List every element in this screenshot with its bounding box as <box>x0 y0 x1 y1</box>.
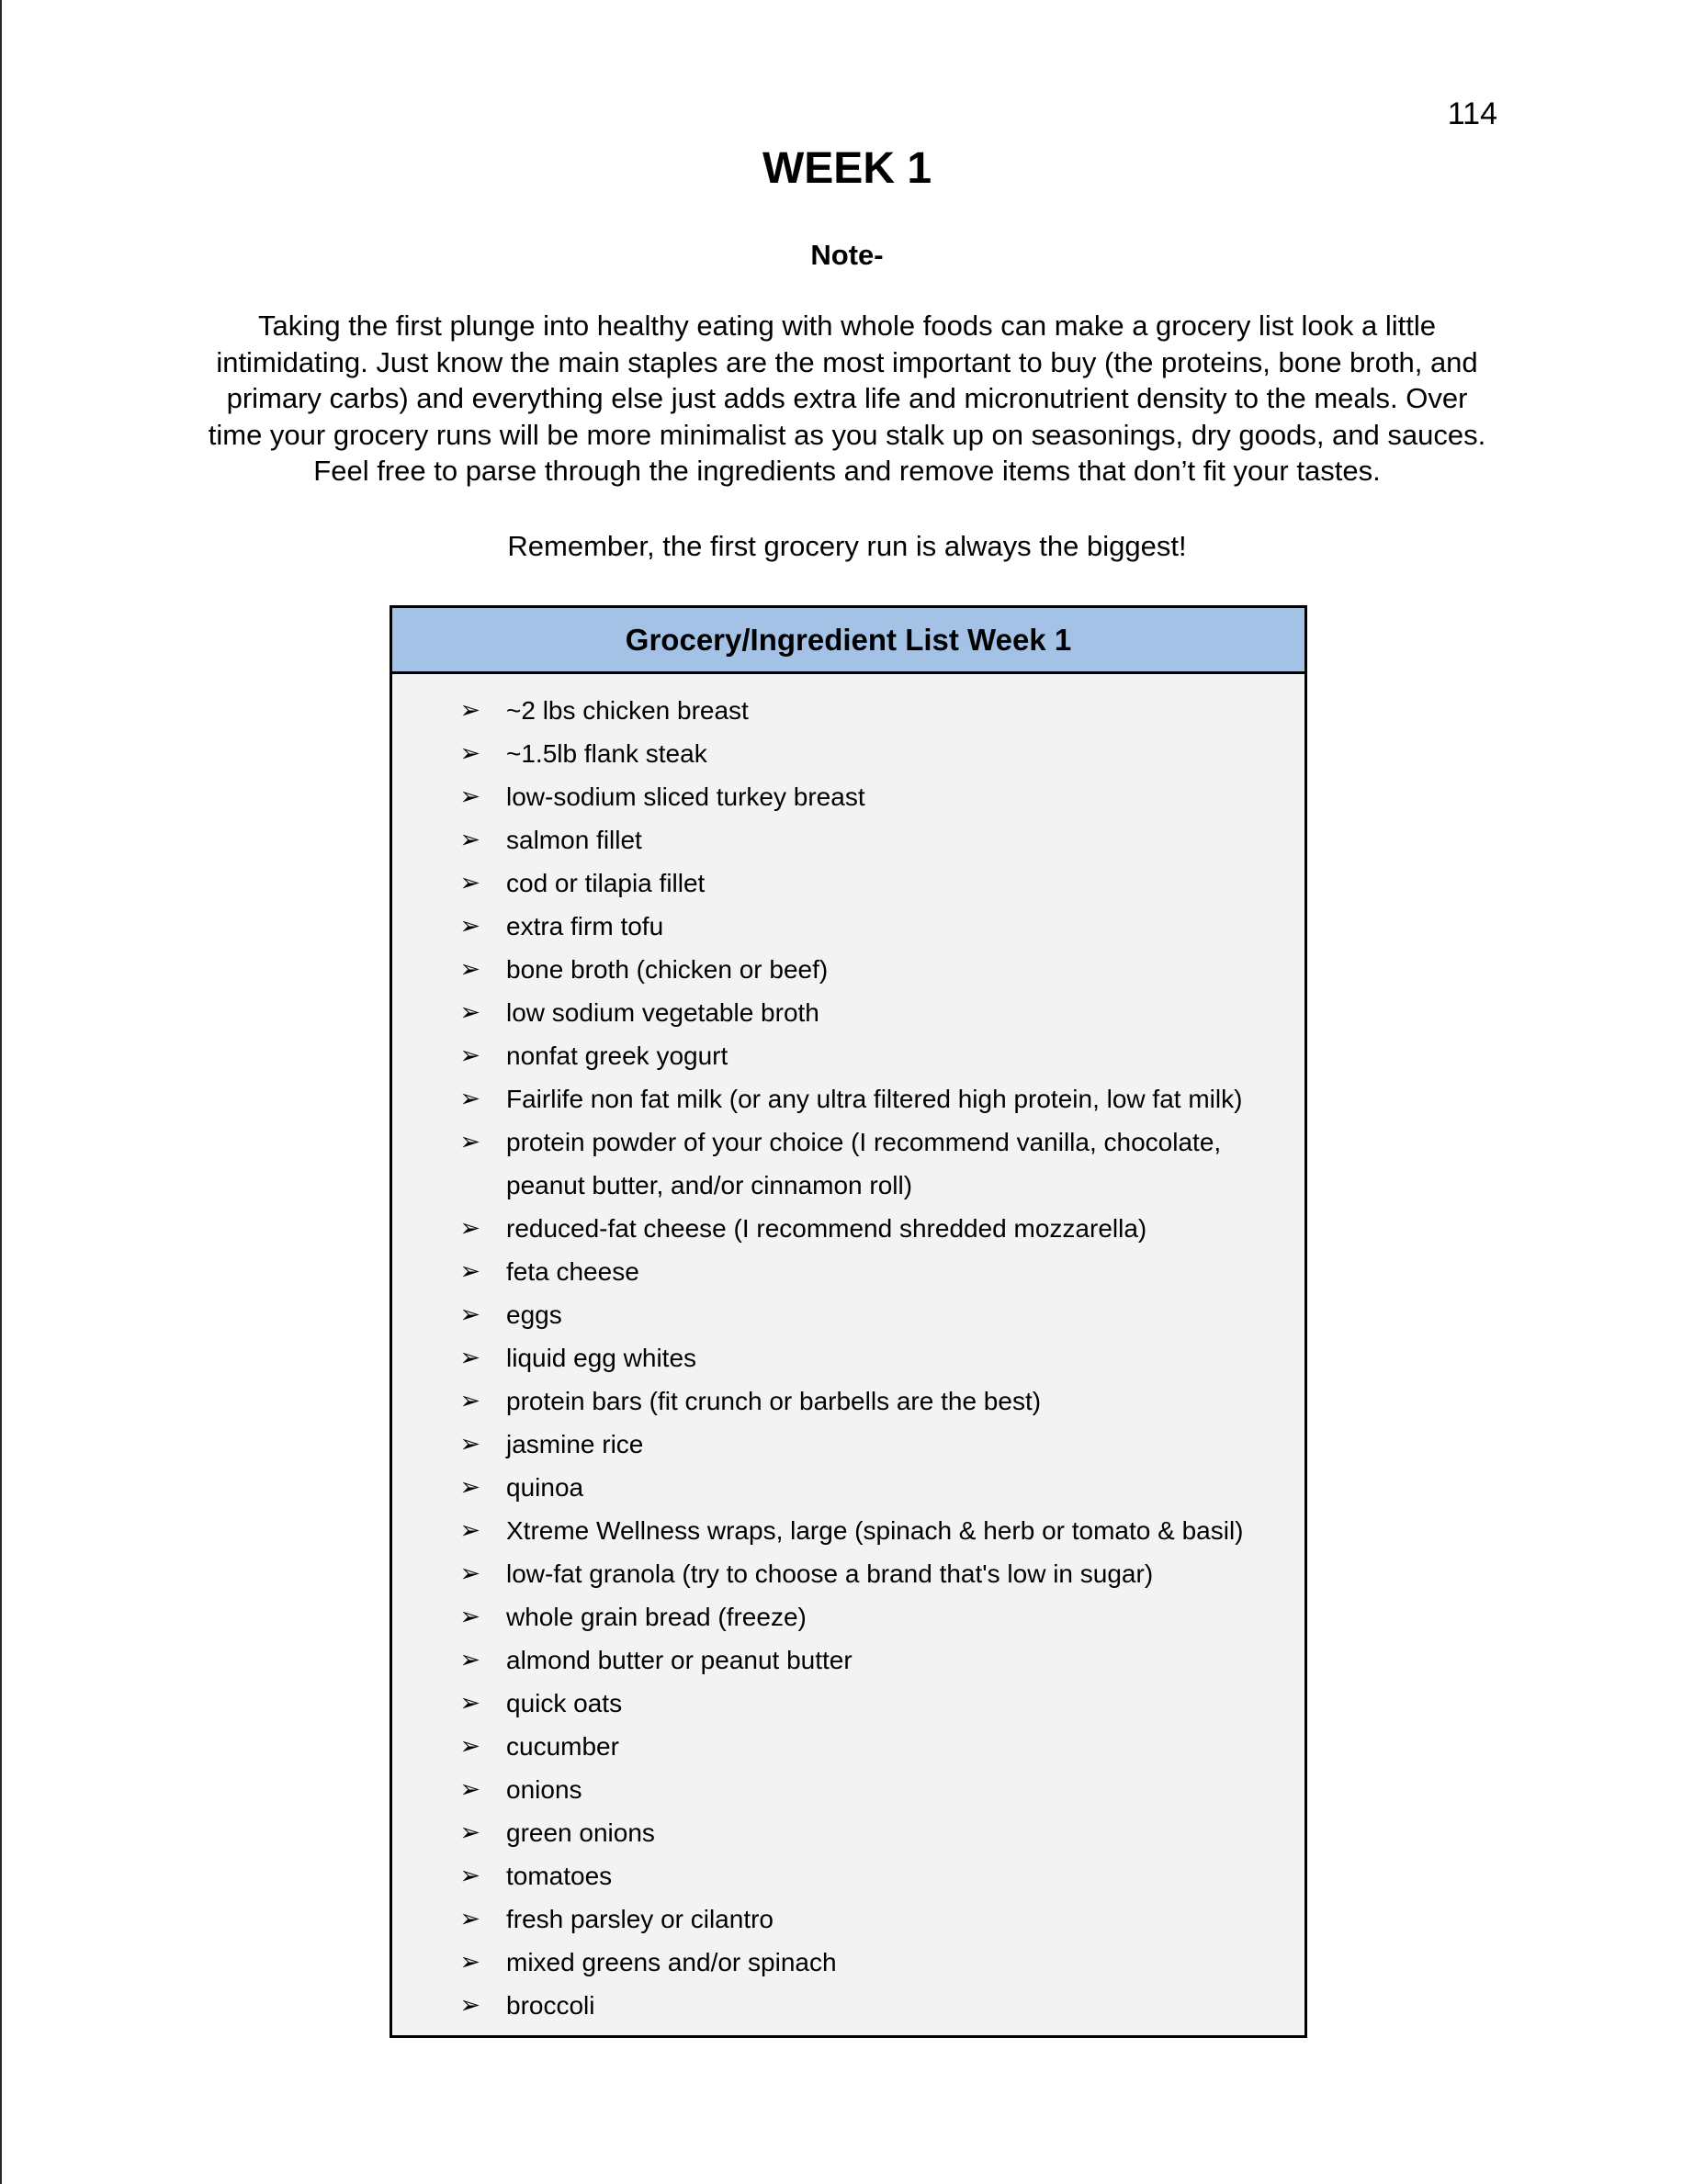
list-item <box>392 1595 1304 1638</box>
arrowhead-bullet-icon: ➢ <box>459 869 480 897</box>
list-item <box>392 775 1304 818</box>
list-item-text: reduced-fat cheese (I recommend shredded mozzarella) <box>506 1214 1147 1243</box>
arrowhead-bullet-icon: ➢ <box>459 1948 480 1976</box>
arrowhead-bullet-icon: ➢ <box>459 1775 480 1804</box>
list-item <box>392 1466 1304 1509</box>
list-item-text: green onions <box>506 1818 655 1847</box>
list-item <box>392 1336 1304 1379</box>
page-title: WEEK 1 <box>762 144 932 193</box>
list-item-text: liquid egg whites <box>506 1344 697 1372</box>
list-item <box>392 861 1304 905</box>
list-item <box>392 1811 1304 1854</box>
list-item <box>392 991 1304 1034</box>
list-item-text: whole grain bread (freeze) <box>506 1603 807 1631</box>
list-item-text: mixed greens and/or spinach <box>506 1948 837 1976</box>
arrowhead-bullet-icon: ➢ <box>459 1430 480 1458</box>
list-item-text: fresh parsley or cilantro <box>506 1905 774 1933</box>
note-heading: Note- <box>810 239 884 271</box>
arrowhead-bullet-icon: ➢ <box>459 739 480 768</box>
list-item <box>392 1854 1304 1897</box>
page-number: 114 <box>1447 96 1497 131</box>
list-item <box>392 905 1304 948</box>
grocery-list-title: Grocery/Ingredient List Week 1 <box>392 608 1304 674</box>
list-item <box>392 1941 1304 1984</box>
arrowhead-bullet-icon: ➢ <box>459 696 480 725</box>
arrowhead-bullet-icon: ➢ <box>459 1991 480 2020</box>
arrowhead-bullet-icon: ➢ <box>459 826 480 854</box>
arrowhead-bullet-icon: ➢ <box>459 1344 480 1372</box>
list-item <box>392 1423 1304 1466</box>
arrowhead-bullet-icon: ➢ <box>459 1300 480 1329</box>
list-item <box>392 1120 1304 1207</box>
list-item-text: broccoli <box>506 1991 595 2020</box>
list-item <box>392 1207 1304 1250</box>
list-item <box>392 1077 1304 1120</box>
grocery-list-box <box>390 605 1307 2038</box>
list-item-text: ~2 lbs chicken breast <box>506 696 749 725</box>
arrowhead-bullet-icon: ➢ <box>459 1818 480 1847</box>
arrowhead-bullet-icon: ➢ <box>459 1559 480 1588</box>
arrowhead-bullet-icon: ➢ <box>459 1387 480 1415</box>
reminder-text: Remember, the first grocery run is always the biggest! <box>507 530 1187 562</box>
list-item-text: onions <box>506 1775 582 1804</box>
list-item-text: quick oats <box>506 1689 623 1717</box>
arrowhead-bullet-icon: ➢ <box>459 1516 480 1545</box>
arrowhead-bullet-icon: ➢ <box>459 998 480 1027</box>
arrowhead-bullet-icon: ➢ <box>459 782 480 811</box>
list-item-text: tomatoes <box>506 1862 613 1890</box>
list-item-text: cucumber <box>506 1732 619 1761</box>
list-item-text: protein bars (fit crunch or barbells are the best) <box>506 1387 1042 1415</box>
list-item-text: jasmine rice <box>506 1430 644 1458</box>
list-item <box>392 1250 1304 1293</box>
arrowhead-bullet-icon: ➢ <box>459 1689 480 1717</box>
arrowhead-bullet-icon: ➢ <box>459 1646 480 1674</box>
list-item-text: almond butter or peanut butter <box>506 1646 853 1674</box>
grocery-list <box>392 674 1304 2027</box>
list-item <box>392 1034 1304 1077</box>
list-item <box>392 948 1304 991</box>
list-item-text: salmon fillet <box>506 826 642 854</box>
list-item-text: bone broth (chicken or beef) <box>506 955 829 984</box>
list-item <box>392 818 1304 861</box>
list-item-text: low sodium vegetable broth <box>506 998 819 1027</box>
list-item <box>392 1638 1304 1682</box>
list-item <box>392 1984 1304 2027</box>
arrowhead-bullet-icon: ➢ <box>459 1905 480 1933</box>
arrowhead-bullet-icon: ➢ <box>459 1257 480 1286</box>
list-item-text: ~1.5lb flank steak <box>506 739 707 768</box>
list-item <box>392 1725 1304 1768</box>
arrowhead-bullet-icon: ➢ <box>459 1041 480 1070</box>
arrowhead-bullet-icon: ➢ <box>459 1732 480 1761</box>
arrowhead-bullet-icon: ➢ <box>459 1473 480 1502</box>
list-item-text: protein powder of your choice (I recommend vanilla, chocolate, peanut butter, and/or cinnamon roll) <box>506 1128 1222 1199</box>
list-item <box>392 1897 1304 1941</box>
list-item-text: cod or tilapia fillet <box>506 869 706 897</box>
arrowhead-bullet-icon: ➢ <box>459 1128 480 1156</box>
list-item-text: quinoa <box>506 1473 584 1502</box>
list-item <box>392 1552 1304 1595</box>
list-item-text: eggs <box>506 1300 562 1329</box>
list-item-text: nonfat greek yogurt <box>506 1041 728 1070</box>
arrowhead-bullet-icon: ➢ <box>459 1862 480 1890</box>
arrowhead-bullet-icon: ➢ <box>459 912 480 940</box>
list-item-text: low-sodium sliced turkey breast <box>506 782 865 811</box>
list-item <box>392 1293 1304 1336</box>
list-item-text: Xtreme Wellness wraps, large (spinach & herb or tomato & basil) <box>506 1516 1244 1545</box>
arrowhead-bullet-icon: ➢ <box>459 955 480 984</box>
page-left-edge-rule <box>0 0 2 2184</box>
list-item <box>392 1768 1304 1811</box>
list-item <box>392 1682 1304 1725</box>
arrowhead-bullet-icon: ➢ <box>459 1214 480 1243</box>
list-item <box>392 1379 1304 1423</box>
list-item-text: low-fat granola (try to choose a brand that's low in sugar) <box>506 1559 1154 1588</box>
list-item <box>392 1509 1304 1552</box>
list-item-text: extra firm tofu <box>506 912 664 940</box>
arrowhead-bullet-icon: ➢ <box>459 1085 480 1113</box>
list-item-text: feta cheese <box>506 1257 639 1286</box>
list-item-text: Fairlife non fat milk (or any ultra filtered high protein, low fat milk) <box>506 1085 1243 1113</box>
list-item <box>392 689 1304 732</box>
arrowhead-bullet-icon: ➢ <box>459 1603 480 1631</box>
list-item <box>392 732 1304 775</box>
intro-paragraph: Taking the first plunge into healthy eating with whole foods can make a grocery list look a little intimidating. Just know the main staples are the most important to buy (the proteins, bone broth, and primary carbs) and everything else just adds extra life and micronutrient density to the meals. Over time your grocery runs will be more minimalist as you stalk up on seasonings, dry goods, and sauces. Feel free to parse through the ingredients and remove items that don’t fit your tastes. <box>208 310 1486 487</box>
